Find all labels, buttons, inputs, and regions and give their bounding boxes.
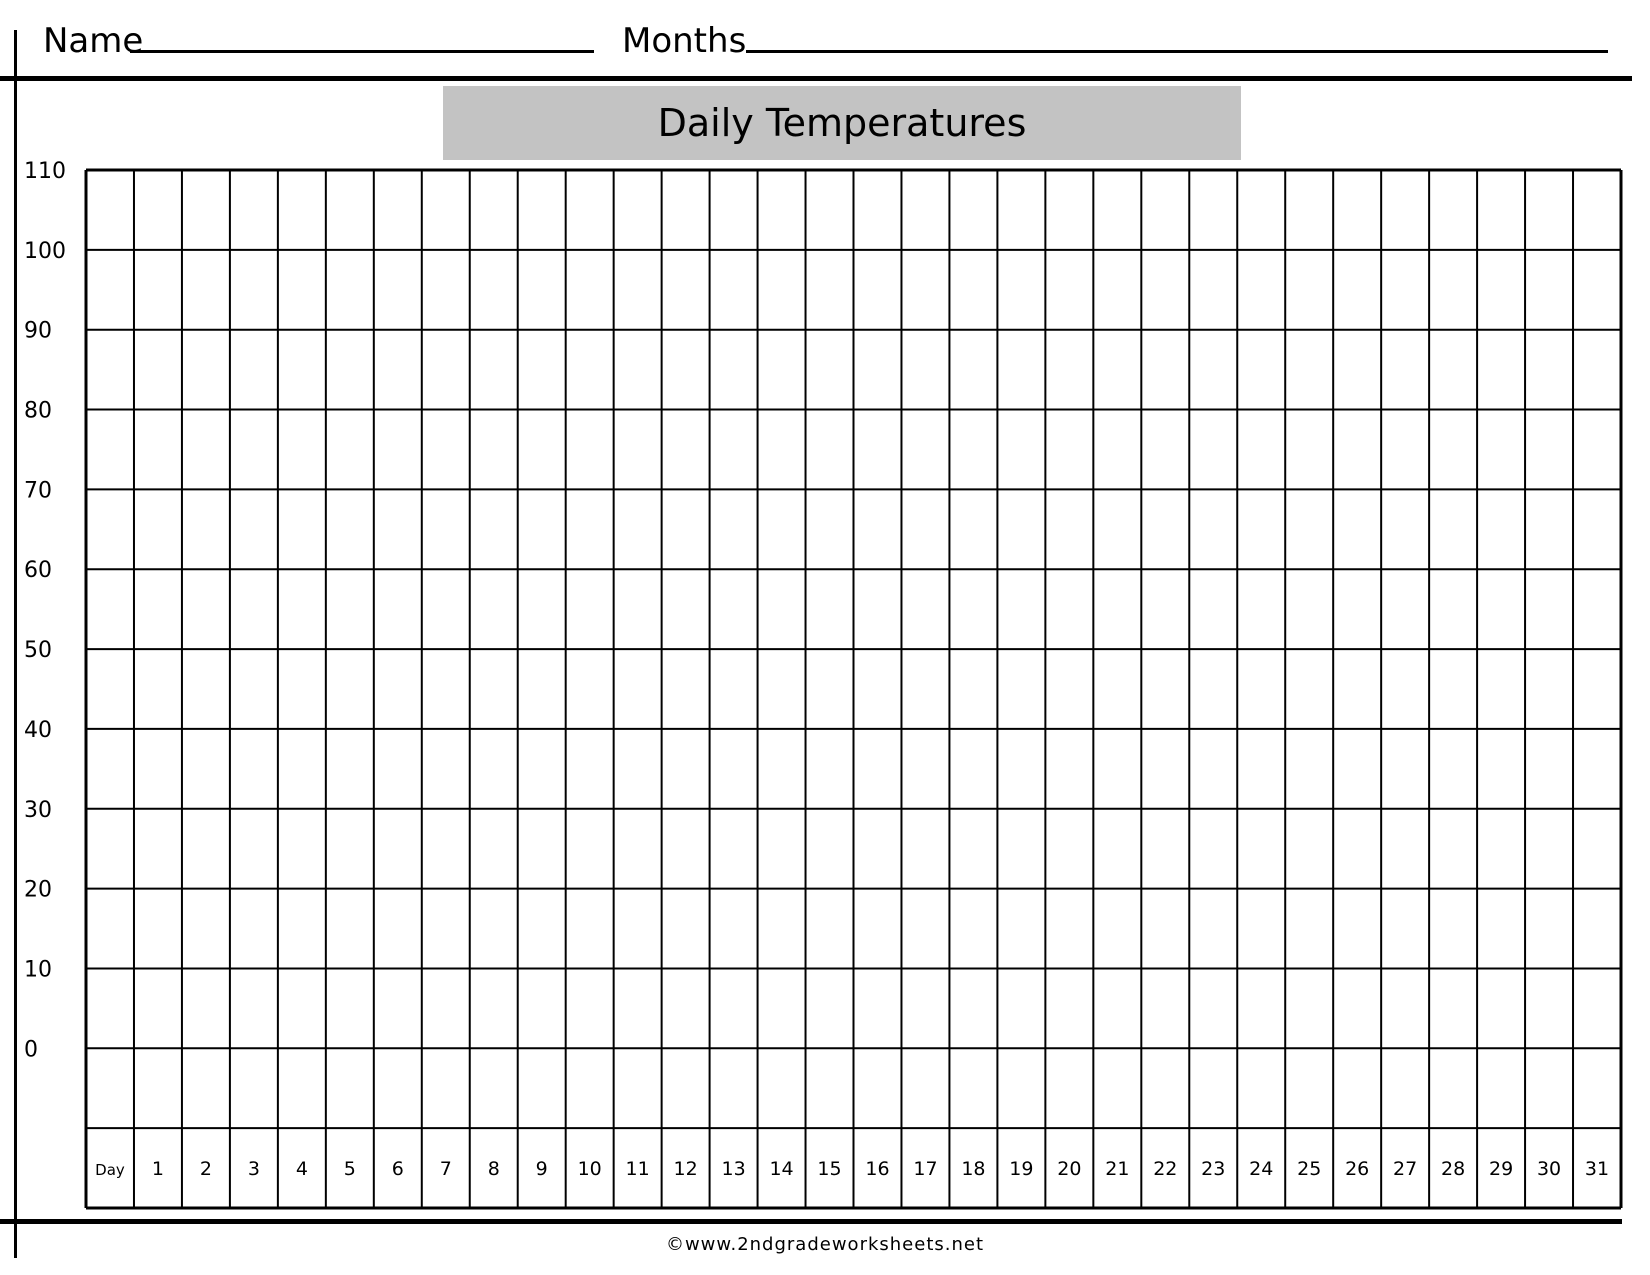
x-tick-label: 14 — [769, 1158, 794, 1181]
copyright-footer: ©www.2ndgradeworksheets.net — [665, 1234, 985, 1255]
x-tick-label: 3 — [247, 1158, 260, 1181]
y-tick-label: 90 — [24, 318, 52, 344]
x-tick-label: 13 — [721, 1158, 746, 1181]
y-tick-label: 80 — [24, 398, 52, 424]
x-tick-label: 8 — [487, 1158, 500, 1181]
x-tick-label: 15 — [817, 1158, 842, 1181]
name-label: Name — [43, 21, 144, 61]
x-tick-label: 18 — [961, 1158, 986, 1181]
x-tick-label: 10 — [577, 1158, 602, 1181]
x-tick-label: 9 — [535, 1158, 548, 1181]
x-tick-label: 6 — [391, 1158, 404, 1181]
x-tick-label: 23 — [1201, 1158, 1226, 1181]
x-tick-label: 29 — [1488, 1158, 1514, 1181]
y-tick-label: 110 — [24, 159, 66, 184]
x-tick-label: 4 — [295, 1158, 308, 1181]
x-tick-label: 31 — [1584, 1158, 1610, 1181]
x-tick-label: 22 — [1153, 1158, 1178, 1181]
x-tick-label: 21 — [1105, 1158, 1130, 1181]
x-tick-label: 26 — [1345, 1158, 1370, 1181]
y-tick-label: 0 — [24, 1037, 38, 1063]
y-tick-label: 60 — [24, 558, 52, 584]
x-tick-label: 28 — [1441, 1158, 1466, 1181]
x-tick-label: 1 — [151, 1158, 164, 1181]
x-tick-label: 24 — [1249, 1158, 1274, 1181]
x-tick-label: 5 — [343, 1158, 356, 1181]
y-tick-label: 40 — [24, 717, 52, 743]
y-tick-label: 100 — [24, 238, 66, 264]
y-tick-label: 20 — [24, 877, 52, 903]
x-tick-label: 19 — [1009, 1158, 1034, 1181]
x-axis-label: Day — [95, 1161, 125, 1180]
y-tick-label: 70 — [24, 478, 52, 504]
x-tick-label: 7 — [439, 1158, 452, 1181]
months-label: Months — [622, 21, 747, 61]
x-tick-label: 16 — [865, 1158, 890, 1181]
y-tick-label: 10 — [24, 957, 52, 983]
x-tick-label: 11 — [625, 1158, 650, 1181]
x-tick-label: 17 — [913, 1158, 938, 1181]
x-tick-label: 25 — [1297, 1158, 1322, 1181]
x-tick-label: 20 — [1057, 1158, 1082, 1181]
x-tick-label: 12 — [673, 1158, 698, 1181]
x-tick-label: 27 — [1393, 1158, 1418, 1181]
x-tick-label: 2 — [199, 1158, 212, 1181]
y-tick-label: 30 — [24, 797, 52, 823]
y-tick-label: 50 — [24, 638, 52, 664]
x-tick-label: 30 — [1536, 1158, 1562, 1181]
chart-title: Daily Temperatures — [657, 101, 1027, 145]
